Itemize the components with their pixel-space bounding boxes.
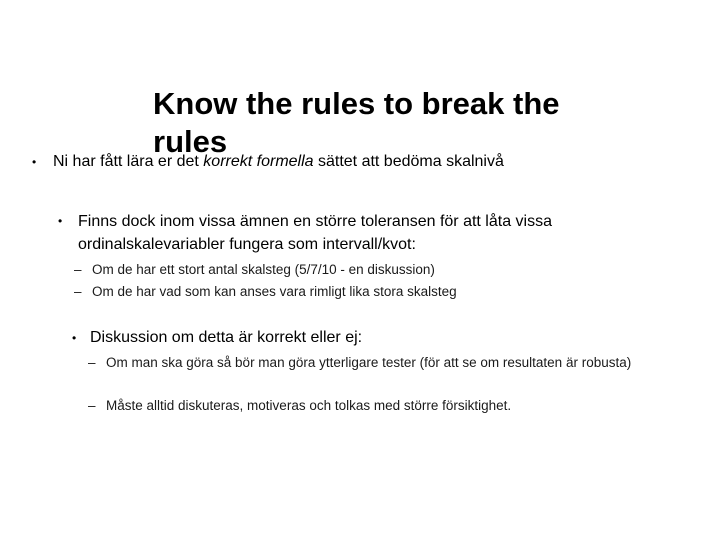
bullet-marker: • <box>32 155 37 169</box>
sub-bullet-text: Måste alltid diskuteras, motiveras och tolkas med större försiktighet. <box>106 398 512 413</box>
sub-bullet-text: Om de har vad som kan anses vara rimligt lika stora skalsteg <box>92 284 457 299</box>
sub-bullet-marker: – <box>74 284 82 299</box>
sub-bullet-text: Om de har ett stort antal skalsteg (5/7/10 - en diskussion) <box>92 262 435 277</box>
bullet-text <box>53 152 504 172</box>
sub-bullet-text: Om man ska göra så bör man göra ytterligare tester (för att se om resultaten är robusta) <box>106 355 632 370</box>
sub-bullet-marker: – <box>88 398 96 413</box>
sub-bullet-marker: – <box>74 262 82 277</box>
bullet-text: Diskussion om detta är korrekt eller ej: <box>90 329 363 346</box>
slide-title: Know the rules to break the rules <box>153 86 560 159</box>
bullet-text-plain: Ni har fått lära er det <box>53 153 204 170</box>
bullet-marker: • <box>58 214 63 228</box>
bullet-text: Finns dock inom vissa ämnen en större toleransen för att låta vissa ordinalskalevariabler fungera som intervall/kvot: <box>78 213 552 253</box>
sub-bullet-marker: – <box>88 355 96 370</box>
bullet-text-emphasis: korrekt formella <box>203 153 314 170</box>
bullet-text-plain-end: sättet att bedöma skalnivå <box>313 153 504 170</box>
bullet-marker: • <box>72 331 77 345</box>
